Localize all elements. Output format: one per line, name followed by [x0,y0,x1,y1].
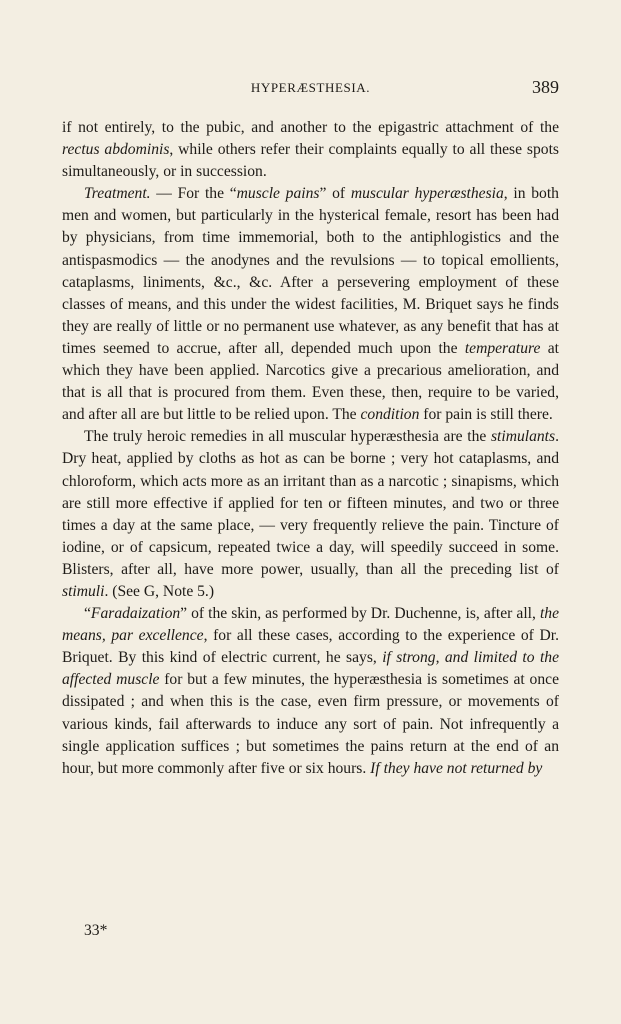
italic-text: muscle pains [236,185,320,203]
paragraph [62,603,559,780]
running-title: HYPERÆSTHESIA. [250,80,371,95]
italic-text: temperature [464,339,541,357]
signature-mark: 33* [84,922,108,939]
text-run: , in both men and women, but particularly in the hysterical female, resort has been had by physicians, from time immemorial, both to the antiphlogistics and the antispasmodics — the anodynes and the revulsions — to topical emollients, cataplasms, liniments, &c., &c. After a persevering employment of these classes of means, and this under the widest facilities, M. Briquet says he finds they are really of little or no permanent use whatever, as any benefit that has at times seemed to accrue, after all, depended much upon the [62,185,559,357]
text-run: . Dry heat, applied by cloths as hot as can be borne ; very hot cataplasms, and chloroform, which acts more as an irritant than as a narcotic ; sinapisms, which are still more effective if applied for ten or fifteen minutes, and two or three times a day at the same place, — very frequently relieve the pain. Tincture of iodine, or of capsicum, repeated twice a day, will speedily succeed in some. Blisters, after all, have more power, usually, than all the preceding list of [62,428,559,578]
italic-text: the means, par excellence [62,605,559,645]
italic-text: Faradaization [90,605,181,623]
italic-text: if strong, and limited to the affected muscle [62,649,559,689]
italic-text: Treatment. [84,185,151,203]
body-text [62,117,559,780]
text-run: if not entirely, to the pubic, and another to the epigastric attachment of the [62,119,559,136]
paragraph [62,426,559,603]
text-run: ” of [319,185,351,203]
italic-text: stimuli [62,582,105,600]
text-run: “ [84,605,91,623]
italic-text: rectus abdominis [62,141,170,159]
text-run: The truly heroic remedies in all muscular hyperæsthesia are the [84,428,491,446]
italic-text: stimulants [490,428,556,446]
text-run: ” of the skin, as performed by Dr. Duchenne, is, after all, [180,605,540,623]
text-run: . (See G, Note 5.) [104,582,215,600]
text-run: , while others refer their complaints equally to all these spots simultaneously, or in succession. [62,141,559,181]
paragraph [62,183,559,426]
italic-text: condition [360,406,420,424]
text-run: for but a few minutes, the hyperæsthesia is sometimes at once dissipated ; and when this is the case, even firm pressure, or movements of various kinds, fail afterwards to induce any sort of pain. Not infrequently a single application suffices ; but sometimes the pains return at the end of an hour, but more commonly after five or six hours. [62,671,559,777]
italic-text: muscular hyperæsthesia [350,185,504,203]
running-header [62,77,559,102]
paragraph [62,117,559,183]
italic-text: If they have not returned by [370,759,543,777]
text-run: , for all these cases, according to the experience of Dr. Briquet. By this kind of electric current, he says, [62,627,559,667]
text-run: for pain is still there. [419,406,553,424]
page-number: 389 [532,77,559,97]
text-run: — For the “ [150,185,237,203]
text-run: at which they have been applied. Narcotics give a precarious amelioration, and that is all that is procured from them. Even these, then, require to be varied, and after all are but little to be relied upon. The [62,339,559,424]
